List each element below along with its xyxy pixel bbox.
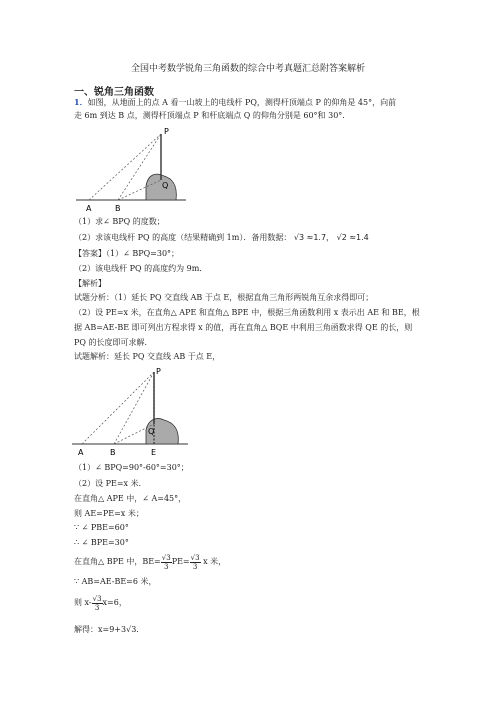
- analysis-heading: 【解析】: [74, 279, 106, 288]
- fig2-label-b: B: [110, 448, 116, 457]
- fraction-sqrt3-over-3: $\frac{√3}{3}$: [190, 553, 200, 571]
- fig2-label-a: A: [78, 448, 84, 457]
- solution-step-3: 在直角△ APE 中，∠ A=45°，: [74, 494, 187, 503]
- question-text-1: 如图，从地面上的点 A 看一山坡上的电线杆 PQ，测得杆顶端点 P 的仰角是 45°，向前: [87, 98, 397, 107]
- step9-text-b: x=6，: [102, 598, 127, 607]
- solution-step-10: 解得：x=9+3√3．: [74, 625, 145, 634]
- fraction-sqrt3-over-3: $\frac{√3}{3}$: [161, 553, 171, 571]
- question-line-2: 走 6m 到达 B 点，测得杆顶端点 P 和杆底端点 Q 的仰角分别是 60°和 30°.: [74, 111, 345, 120]
- solution-step-8: ∵ AB=AE-BE=6 米，: [74, 577, 157, 586]
- figure-1: [76, 124, 186, 214]
- sub-question-1: （1）求∠ BPQ 的度数；: [74, 217, 165, 226]
- solution-step-4: 则 AE=PE=x 米；: [74, 509, 144, 518]
- analysis-line-3: 据 AB=AE-BE 即可列出方程求得 x 的值，再在直角△ BQE 中利用三角函数求得 QE 的长，则: [74, 323, 413, 332]
- fig2-label-e: E: [151, 448, 157, 457]
- analysis-line-4: PQ 的长度即可求解．: [74, 338, 153, 347]
- sub-question-2-text: （2）求该电线杆 PQ 的高度（结果精确到 1m）．备用数据：: [74, 233, 292, 242]
- solution-step-6: ∴ ∠ BPE=30°: [74, 538, 129, 547]
- step7-text-c: x 米，: [203, 557, 227, 566]
- answer-2: （2）该电线杆 PQ 的高度约为 9m．: [74, 264, 208, 273]
- fig2-label-p: P: [156, 367, 161, 376]
- fig2-label-q: Q: [148, 427, 155, 436]
- step9-text-a: 则 x-: [74, 598, 92, 607]
- solution-step-9: [74, 592, 127, 614]
- section-heading: 一、锐角三角函数: [74, 87, 154, 98]
- step7-text-a: 在直角△ BPE 中，BE=: [74, 557, 161, 566]
- answer-1: 【答案】（1）∠ BPQ=30°；: [74, 249, 180, 258]
- sub-question-2: [74, 232, 369, 243]
- fig1-label-q: Q: [162, 181, 169, 190]
- fig1-label-p: P: [164, 127, 169, 136]
- solution-step-1: （1）∠ BPQ=90°-60°=30°；: [74, 463, 189, 472]
- analysis-line-1: 试题分析：（1）延长 PQ 交直线 AB 于点 E，根据直角三角形两锐角互余求得即可；: [74, 293, 374, 302]
- question-number: 1．: [74, 97, 88, 107]
- fraction-sqrt3-over-3: $\frac{√3}{3}$: [92, 594, 102, 612]
- spare-data-sqrt2: √2 ≈1.4: [336, 233, 369, 242]
- solution-step-7: [74, 551, 226, 573]
- step7-text-b: PE=: [171, 557, 190, 566]
- spare-data-sqrt3: √3 ≈1.7，: [293, 233, 335, 242]
- document-title: 全国中考数学锐角三角函数的综合中考真题汇总附答案解析: [130, 64, 365, 74]
- analysis-line-2: （2）设 PE=x 米，在直角△ APE 和直角△ BPE 中，根据三角函数利用 x 表示出 AE 和 BE，根: [74, 308, 420, 317]
- solution-step-2: （2）设 PE=x 米．: [74, 479, 147, 488]
- solution-intro: 试题解析：延长 PQ 交直线 AB 于点 E，: [74, 352, 221, 361]
- fig1-label-b: B: [115, 204, 121, 213]
- question-line-1: [74, 97, 396, 108]
- solution-step-5: ∵ ∠ PBE=60°: [74, 523, 129, 532]
- figure-2: [70, 364, 190, 458]
- fig1-label-a: A: [86, 204, 92, 213]
